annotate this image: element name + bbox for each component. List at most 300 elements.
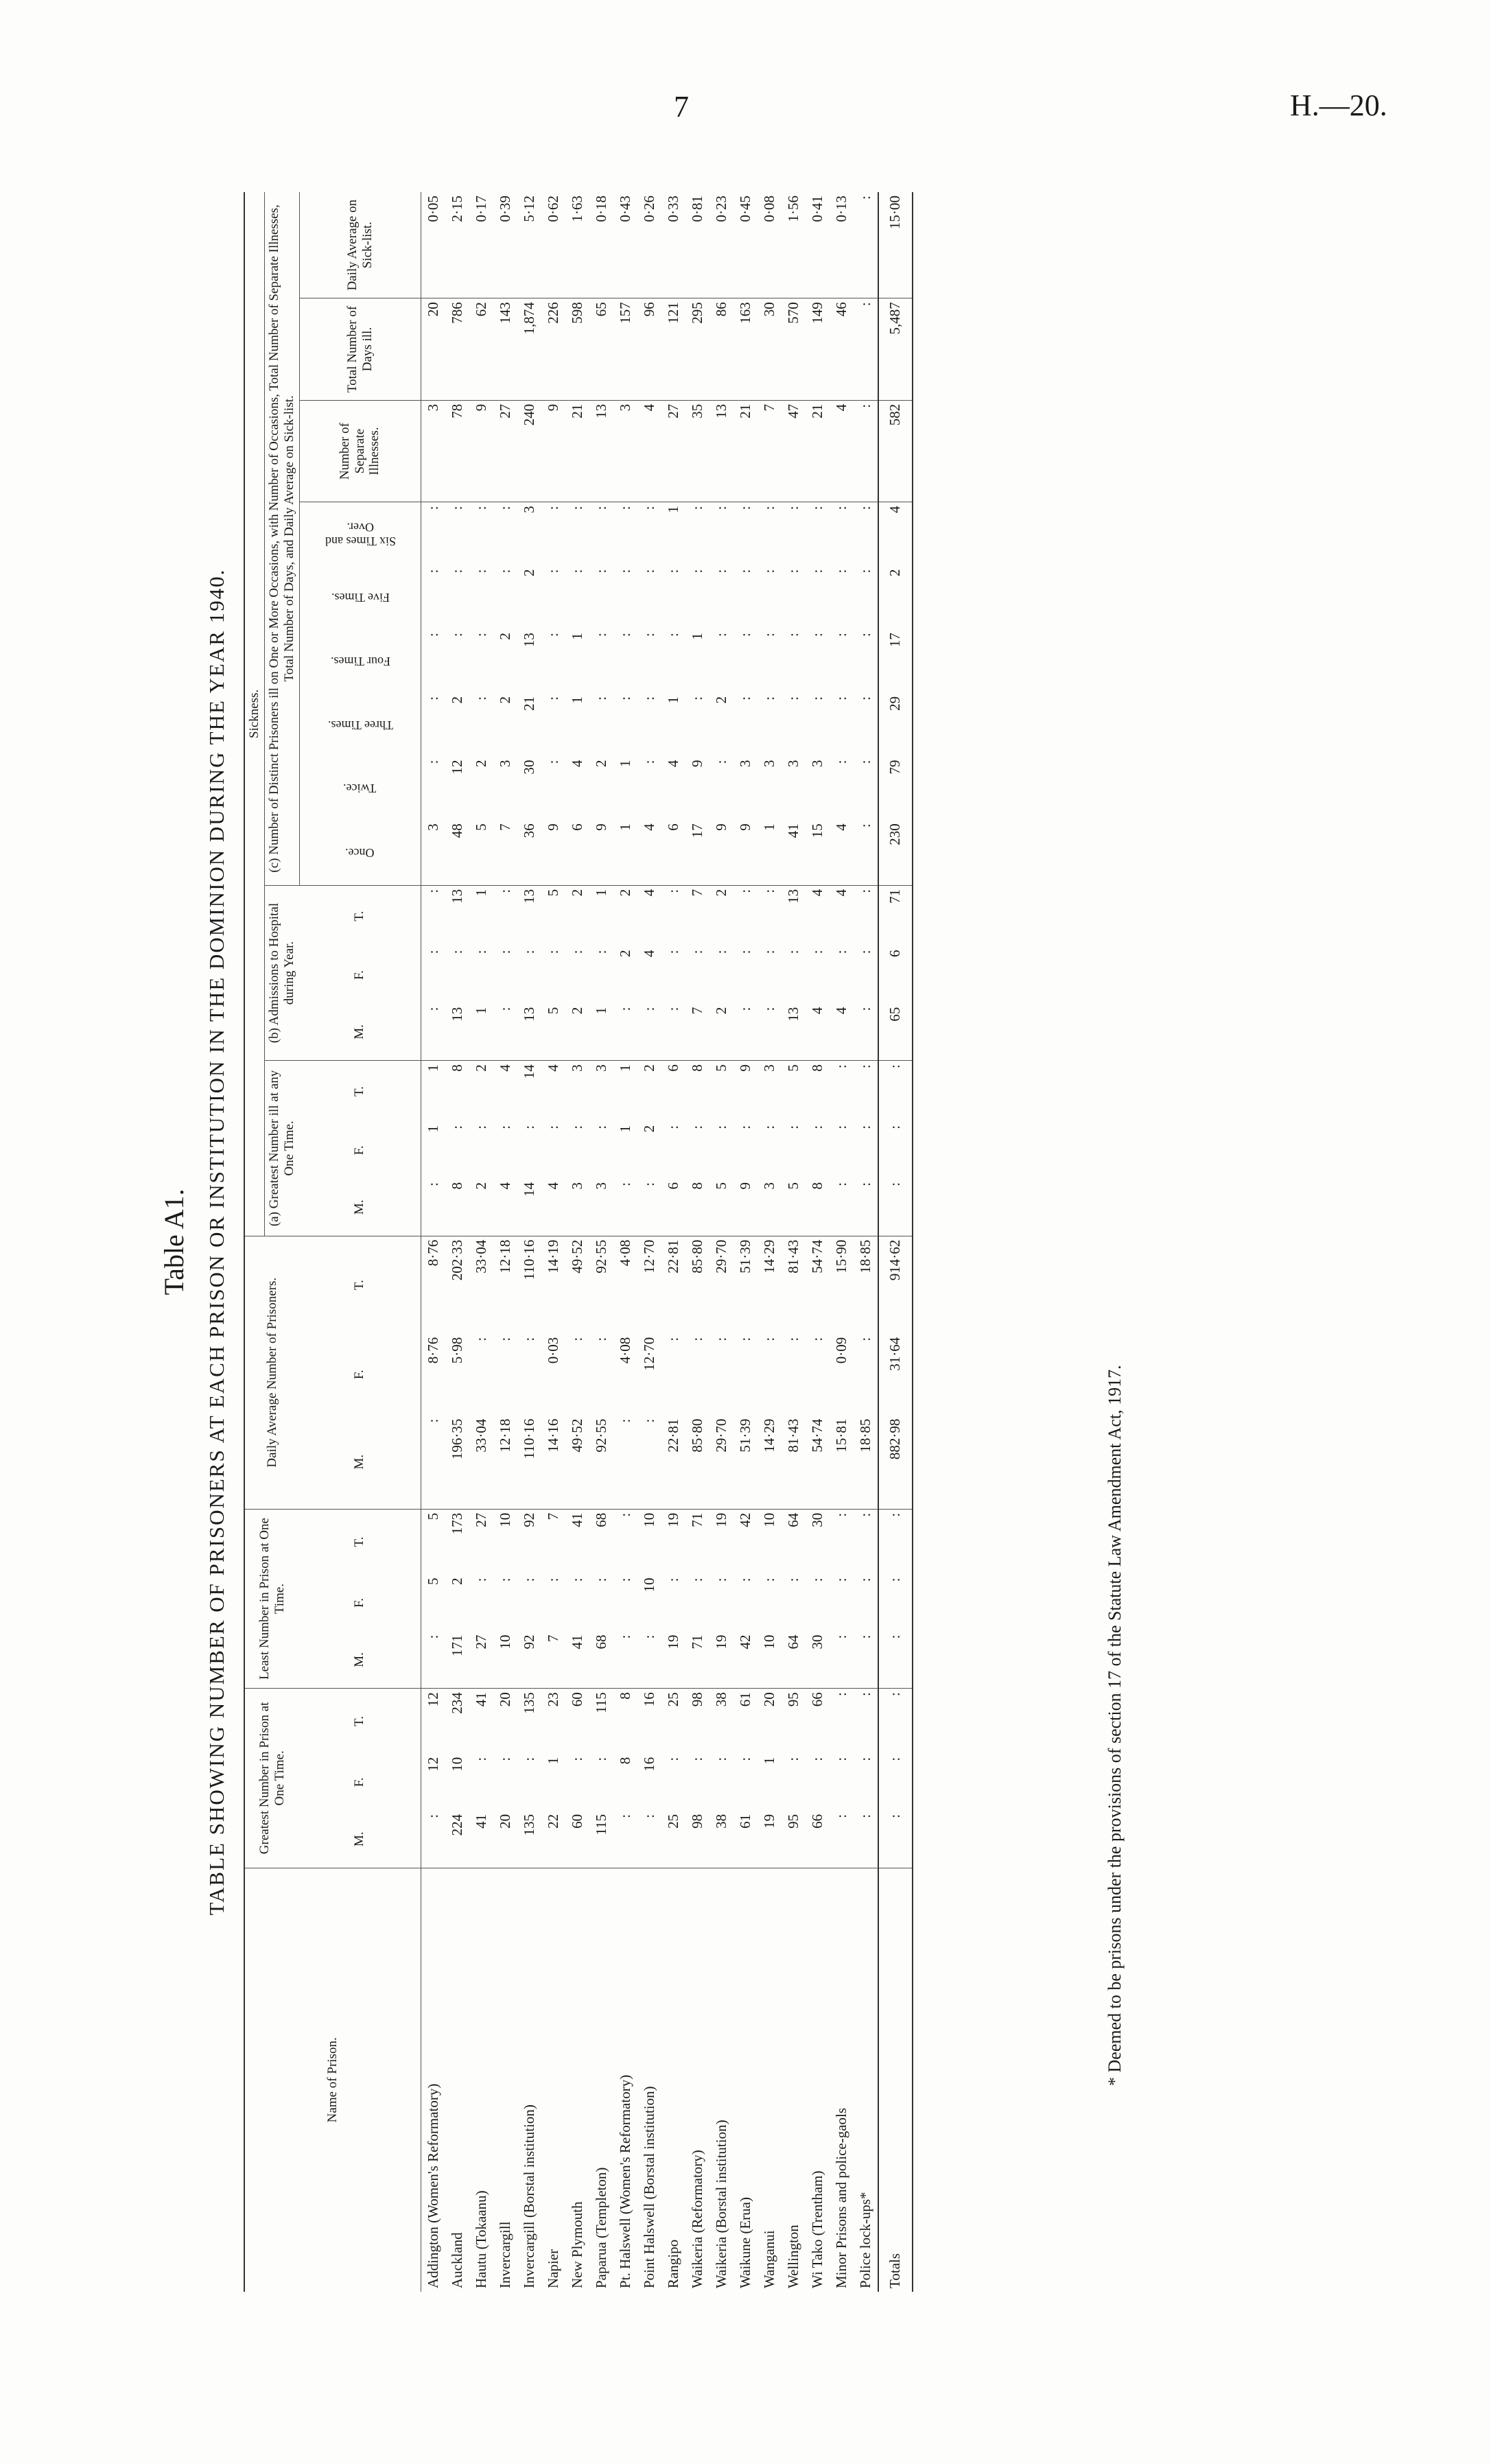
cell-c-3: : [832,633,849,637]
cell-g-2: 66 [808,1692,825,1707]
cell-d-0: 882·98 [878,1416,913,1510]
table-row [685,192,709,2292]
cell-days-ill: 163 [733,298,758,401]
prison-name: Auckland [448,2232,465,2288]
cell-a-0: : [830,1179,854,1236]
cell-c-2: : [544,696,561,701]
header-m: M. [299,1004,421,1061]
cell-a-2: : [856,1064,873,1069]
cell-c-1: : [544,760,561,764]
cell-g-1: : [784,1757,801,1761]
cell-g-0: 25 [661,1811,685,1868]
cell-g-0: : [878,1811,913,1868]
cell-b-0: 65 [878,1004,913,1061]
table-row [493,192,517,2292]
cell-c-5: : [760,506,777,511]
cell-b-0: : [493,1004,517,1061]
header-m: M. [299,1416,421,1510]
cell-separate-illnesses: 47 [782,400,806,502]
cell-a-2: 4 [496,1064,513,1072]
cell-daily-average-sick: 0·23 [709,192,733,298]
cell-c-3: : [808,633,825,637]
header-days-ill: Total Number of Days ill. [299,298,421,401]
cell-c-0: 1 [758,820,782,885]
cell-c-2: : [784,696,801,701]
header-daily-average: Daily Average Number of Prisoners. [244,1236,299,1509]
cell-c-0: 3 [421,820,445,885]
cell-c-5: : [808,506,825,511]
header-f: F. [352,1598,367,1608]
cell-b-1: : [520,950,537,954]
cell-c-2: 29 [878,693,913,757]
cell-a-0: 8 [806,1179,830,1236]
cell-d-2: 49·52 [568,1239,585,1274]
table-row [806,192,830,2292]
cell-days-ill: 570 [782,298,806,401]
cell-b-2: 4 [832,889,849,897]
cell-daily-average-sick: 0·62 [541,192,565,298]
cell-c-3: : [448,633,465,637]
cell-c-0: : [854,820,878,885]
cell-b-2: : [736,889,753,893]
cell-separate-illnesses: 78 [445,400,469,502]
prison-name: Wanganui [760,2230,777,2288]
cell-daily-average-sick: 0·45 [733,192,758,298]
cell-c-1: : [832,760,849,764]
cell-a-1: : [878,1122,913,1179]
cell-a-2: 14 [520,1064,537,1079]
cell-g-1: : [688,1757,705,1761]
cell-a-2: : [832,1064,849,1069]
cell-c-5: : [856,506,873,511]
cell-c-2: : [760,696,777,701]
cell-daily-average-sick: 2·15 [445,192,469,298]
header-t: T. [352,1086,367,1097]
cell-c-4: : [616,569,633,574]
header-t: T. [352,911,367,922]
cell-a-1: : [784,1125,801,1129]
cell-d-1: : [472,1337,489,1341]
table-row [733,192,758,2292]
header-m: M. [299,1179,421,1236]
cell-c-1: 3 [760,760,777,768]
cell-d-0: : [637,1416,661,1510]
cell-l-0: : [830,1632,854,1689]
prison-name: Rangipo [664,2239,681,2288]
cell-d-2: 54·74 [808,1239,825,1274]
cell-c-4: : [832,569,849,574]
cell-g-1: : [808,1757,825,1761]
cell-d-2: 4·08 [616,1239,633,1267]
prisoners-table [244,192,913,2292]
cell-c-4: : [808,569,825,574]
cell-c-0: 4 [830,820,854,885]
table-row [709,192,733,2292]
prison-name: Paparua (Templeton) [592,2167,609,2288]
cell-c-4: : [448,569,465,574]
cell-b-2: 13 [448,889,465,904]
prison-name: Invercargill [496,2221,513,2288]
cell-c-5: : [424,506,441,511]
cell-c-3: 1 [688,633,705,640]
cell-a-0: 4 [493,1179,517,1236]
cell-l-2: 42 [736,1512,753,1527]
table-subtitle: TABLE SHOWING NUMBER OF PRISONERS AT EACH PRISON OR INSTITUTION IN THE DOMINION DURING THE YEAR 1940. [204,568,228,1916]
cell-b-1: 6 [878,946,913,1003]
cell-d-1: : [760,1337,777,1341]
cell-g-2: 60 [568,1692,585,1707]
cell-l-1: : [808,1577,825,1582]
cell-separate-illnesses: 3 [421,400,445,502]
header-t: T. [352,1280,367,1291]
cell-c-5: : [592,506,609,511]
cell-a-0: 5 [709,1179,733,1236]
cell-c-1: : [424,760,441,764]
cell-daily-average-sick: 0·13 [830,192,854,298]
cell-c-4: : [712,569,729,574]
cell-b-0: 13 [445,1004,469,1061]
cell-g-2: 8 [616,1692,633,1700]
cell-separate-illnesses: 4 [637,400,661,502]
table-body [421,192,913,2292]
cell-d-0: 12·18 [493,1416,517,1510]
cell-c-0: 6 [565,820,589,885]
header-sickness: Sickness. [244,192,264,1236]
cell-l-2: 92 [520,1512,537,1527]
cell-l-0: 92 [517,1632,541,1689]
table-row [589,192,613,2292]
cell-b-2: 1 [592,889,609,897]
cell-g-1: : [592,1757,609,1761]
cell-daily-average-sick: 5·12 [517,192,541,298]
cell-g-1: 12 [424,1757,441,1772]
cell-daily-average-sick: : [854,192,878,298]
cell-daily-average-sick: 0·17 [469,192,493,298]
table-row [469,192,493,2292]
cell-b-1: : [544,950,561,954]
cell-c-1: 9 [688,760,705,768]
prison-name: Police lock-ups* [856,2192,873,2288]
cell-a-2: : [878,1061,913,1122]
cell-daily-average-sick: 15·00 [878,192,913,298]
cell-b-1: : [424,950,441,954]
cell-a-0: 3 [758,1179,782,1236]
cell-a-0: 9 [733,1179,758,1236]
prison-name: New Plymouth [568,2201,585,2288]
table-row [421,192,445,2292]
cell-a-2: 9 [736,1064,753,1072]
cell-a-0: 3 [565,1179,589,1236]
cell-a-1: : [568,1125,585,1129]
cell-a-1: 2 [640,1125,657,1133]
cell-g-0: 66 [806,1811,830,1868]
cell-daily-average-sick: 0·39 [493,192,517,298]
cell-days-ill: 1,874 [517,298,541,401]
cell-days-ill: 86 [709,298,733,401]
cell-g-1: 1 [760,1757,777,1765]
cell-l-0: : [854,1632,878,1689]
cell-b-1: : [832,950,849,954]
totals-row [878,192,913,2292]
cell-c-5: : [568,506,585,511]
cell-l-2: : [616,1512,633,1517]
cell-a-1: : [760,1125,777,1129]
cell-g-2: 23 [544,1692,561,1707]
cell-d-2: 92·55 [592,1239,609,1274]
header-twice: Twice. [343,782,377,796]
cell-c-2: 1 [568,696,585,704]
cell-c-1: 12 [448,760,465,775]
cell-daily-average-sick: 0·33 [661,192,685,298]
cell-c-2: 2 [712,696,729,704]
cell-a-2: 5 [712,1064,729,1072]
cell-g-1: : [736,1757,753,1761]
cell-d-1: : [712,1337,729,1341]
cell-d-2: 18·85 [856,1239,873,1274]
cell-a-1: : [448,1125,465,1129]
cell-daily-average-sick: 0·26 [637,192,661,298]
cell-l-1: : [616,1577,633,1582]
cell-c-0: 4 [637,820,661,885]
cell-d-0: 49·52 [565,1416,589,1510]
cell-d-2: 29·70 [712,1239,729,1274]
table-row [758,192,782,2292]
cell-b-2: 4 [640,889,657,897]
header-t: T. [352,1716,367,1726]
cell-d-1: : [520,1337,537,1341]
cell-b-0: 4 [830,1004,854,1061]
table-title: Table A1. [159,1188,189,1295]
cell-days-ill: 20 [421,298,445,401]
cell-a-0: 8 [445,1179,469,1236]
cell-c-5: : [640,506,657,511]
cell-d-2: 110·16 [520,1239,537,1280]
cell-c-1: : [640,760,657,764]
cell-a-2: 1 [616,1064,633,1072]
cell-b-1: : [784,950,801,954]
cell-separate-illnesses: 21 [806,400,830,502]
header-separate-illnesses: Number of Separate Illnesses. [299,400,421,502]
cell-d-0: 22·81 [661,1416,685,1510]
cell-b-1: : [664,950,681,954]
cell-a-0: : [637,1179,661,1236]
cell-c-4: : [640,569,657,574]
cell-c-2: : [472,696,489,701]
cell-g-1: : [856,1757,873,1761]
cell-a-2: 3 [592,1064,609,1072]
page-number: 7 [674,90,689,124]
cell-c-4: : [472,569,489,574]
cell-separate-illnesses: 9 [469,400,493,502]
cell-g-2: : [856,1692,873,1697]
cell-l-1: : [664,1577,681,1582]
cell-c-3: : [712,633,729,637]
cell-c-0: 15 [806,820,830,885]
cell-b-0: : [421,1004,445,1061]
cell-c-5: : [544,506,561,511]
cell-separate-illnesses: 21 [733,400,758,502]
cell-a-2: 5 [784,1064,801,1072]
cell-b-2: 13 [784,889,801,904]
cell-c-3: : [760,633,777,637]
cell-g-2: 20 [760,1692,777,1707]
cell-l-0: 30 [806,1632,830,1689]
cell-c-5: : [688,506,705,511]
cell-c-5: 4 [878,502,913,566]
cell-b-2: 4 [808,889,825,897]
cell-d-0: 81·43 [782,1416,806,1510]
cell-b-0: : [733,1004,758,1061]
cell-d-1: 0·09 [832,1337,849,1364]
cell-c-0: 230 [878,820,913,885]
cell-d-2: 202·33 [448,1239,465,1281]
cell-l-1: : [592,1577,609,1582]
cell-c-4: : [736,569,753,574]
cell-c-1: 30 [520,760,537,775]
cell-separate-illnesses: : [854,400,878,502]
cell-g-0: 95 [782,1811,806,1868]
cell-a-1: : [856,1125,873,1129]
cell-a-1: : [664,1125,681,1129]
cell-a-2: 4 [544,1064,561,1072]
cell-days-ill: : [854,298,878,401]
cell-l-1: : [878,1574,913,1631]
cell-c-5: : [784,506,801,511]
cell-a-0: : [421,1179,445,1236]
cell-c-0: 1 [613,820,637,885]
cell-l-2: 173 [448,1512,465,1535]
cell-separate-illnesses: 582 [878,400,913,502]
cell-g-0: 19 [758,1811,782,1868]
cell-c-1: 1 [616,760,633,768]
cell-c-3: : [616,633,633,637]
cell-l-1: : [712,1577,729,1582]
cell-c-2: : [736,696,753,701]
cell-days-ill: 149 [806,298,830,401]
cell-g-1: 8 [616,1757,633,1765]
cell-l-1: : [784,1577,801,1582]
cell-d-0: 29·70 [709,1416,733,1510]
cell-b-0: 1 [469,1004,493,1061]
cell-c-2: 2 [496,696,513,704]
cell-b-0: : [661,1004,685,1061]
rotated-table-region [158,192,1214,2292]
cell-c-4: : [856,569,873,574]
cell-separate-illnesses: 7 [758,400,782,502]
cell-c-1: 4 [568,760,585,768]
cell-g-2: 41 [472,1692,489,1707]
cell-c-2: 1 [664,696,681,704]
cell-l-0: 7 [541,1632,565,1689]
cell-c-0: 17 [685,820,709,885]
cell-d-1: 4·08 [616,1337,633,1364]
cell-a-1: : [472,1125,489,1129]
cell-g-2: 12 [424,1692,441,1707]
cell-c-0: 6 [661,820,685,885]
cell-l-2: : [878,1509,913,1574]
cell-separate-illnesses: 27 [661,400,685,502]
cell-d-1: 8·76 [424,1337,441,1364]
cell-separate-illnesses: 13 [709,400,733,502]
cell-l-2: 30 [808,1512,825,1527]
cell-b-2: 71 [878,885,913,946]
cell-g-0: 38 [709,1811,733,1868]
cell-l-2: 10 [496,1512,513,1527]
cell-c-0: 9 [541,820,565,885]
cell-a-1: : [712,1125,729,1129]
cell-c-5: : [736,506,753,511]
cell-d-1: : [496,1337,513,1341]
cell-l-0: 42 [733,1632,758,1689]
cell-c-4: : [592,569,609,574]
cell-l-2: 71 [688,1512,705,1527]
cell-l-0: : [637,1632,661,1689]
cell-d-2: 14·19 [544,1239,561,1274]
cell-c-2: : [424,696,441,701]
cell-days-ill: 96 [637,298,661,401]
cell-g-2: : [878,1689,913,1754]
prison-name: Totals [878,1868,913,2292]
cell-c-3: : [856,633,873,637]
cell-days-ill: 46 [830,298,854,401]
cell-daily-average-sick: 0·05 [421,192,445,298]
cell-c-0: 48 [445,820,469,885]
header-m: M. [299,1811,421,1868]
prison-name: Point Halswell (Borstal institution) [640,2086,657,2288]
cell-c-1: 3 [496,760,513,768]
cell-c-3: : [592,633,609,637]
prison-name: Waikeria (Borstal institution) [712,2120,729,2288]
cell-separate-illnesses: 13 [589,400,613,502]
cell-a-2: 2 [472,1064,489,1072]
cell-b-0: 2 [709,1004,733,1061]
cell-c-5: 3 [520,506,537,513]
cell-b-2: 13 [520,889,537,904]
cell-a-2: 6 [664,1064,681,1072]
cell-a-0: 8 [685,1179,709,1236]
cell-days-ill: 143 [493,298,517,401]
cell-g-1: : [832,1757,849,1761]
cell-b-1: 4 [640,950,657,957]
header-least: Least Number in Prison at One Time. [244,1509,299,1688]
cell-a-2: 8 [688,1064,705,1072]
cell-l-2: 19 [712,1512,729,1527]
cell-l-2: 10 [760,1512,777,1527]
cell-d-2: 33·04 [472,1239,489,1274]
cell-l-0: 68 [589,1632,613,1689]
cell-b-1: : [592,950,609,954]
cell-d-2: 51·39 [736,1239,753,1274]
cell-a-1: : [688,1125,705,1129]
cell-b-0: 2 [565,1004,589,1061]
cell-l-0: 71 [685,1632,709,1689]
cell-l-2: 19 [664,1512,681,1527]
cell-daily-average-sick: 1·63 [565,192,589,298]
cell-b-2: : [496,889,513,893]
header-f: F. [352,1370,367,1380]
cell-g-1: : [472,1757,489,1761]
cell-a-2: 2 [640,1064,657,1072]
cell-l-2: 64 [784,1512,801,1527]
cell-l-2: 7 [544,1512,561,1521]
cell-l-2: 10 [640,1512,657,1527]
cell-d-2: 8·76 [424,1239,441,1267]
cell-b-1: : [688,950,705,954]
cell-separate-illnesses: 4 [830,400,854,502]
cell-c-4: 2 [520,569,537,576]
cell-a-1: : [808,1125,825,1129]
header-f: F. [352,1777,367,1787]
